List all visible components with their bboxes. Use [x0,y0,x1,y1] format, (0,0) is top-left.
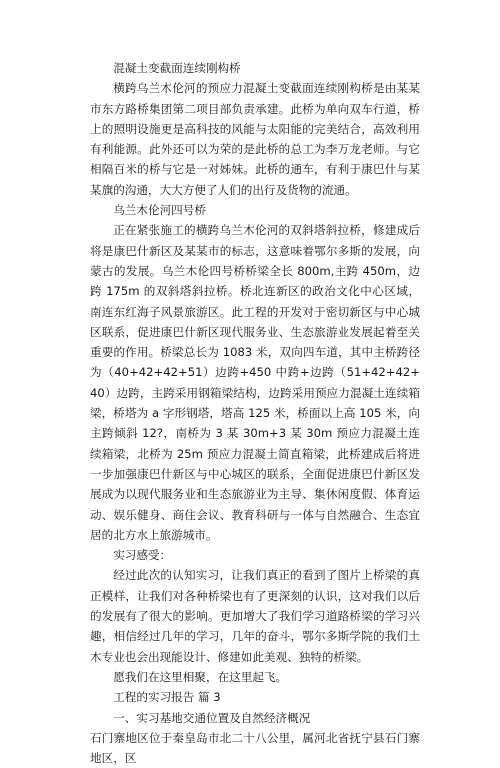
section-heading-location: 一、实习基地交通位置及自然经济概况 [113,710,311,725]
section-heading-bridge-2: 乌兰木伦河四号桥 [113,203,206,218]
report-title: 工程的实习报告 篇 3 [113,690,221,705]
paragraph-impressions: 经过此次的认知实习，让我们真正的看到了图片上桥梁的真正模样，让我们对各种桥梁也有了更深刻的认识，这对我们以后的发展有了很大的影响。更加增大了我们学习道路桥梁的学习兴趣，相信经过几年的学习，几年的奋斗，鄂尔多斯学院的我们土木专业也会出现能设计、修建如此美观、独特的桥梁。 [90,568,420,664]
paragraph-location: 石门寨地区位于秦皇岛市北二十八公里，属河北省抚宁县石门寨地区，区 [90,730,420,766]
paragraph-closing: 愿我们在这里相聚，在这里起飞。 [113,669,288,684]
section-heading-bridge-1: 混凝土变截面连续刚构桥 [113,61,241,75]
paragraph-bridge-1: 横跨乌兰木伦河的预应力混凝土变截面连续刚构桥是由某某市东方路桥集团第二项目部负责承建。此桥为单向双车行道，桥上的照明设施更是高科技的风能与太阳能的完美结合，高效利用有利能源。此外还可以为荣的是此桥的总工为李万龙老师。与它相隔百米的桥与它是一对姊妹。此桥的通车，有利于康巴什与某某旗的沟通，大大方便了人们的出行及货物的流通。 [90,81,420,197]
document-body [90,58,420,768]
section-heading-impressions: 实习感受： [113,548,172,563]
paragraph-bridge-2: 正在紧张施工的横跨乌兰木伦河的双斜塔斜拉桥，修建成后将是康巴什新区及某某市的标志，这意味着鄂尔多斯的发展，向蒙古的发展。乌兰木伦四号桥桥梁全长 800m,主跨 450m，边跨 175m 的双斜塔斜拉桥。桥北连新区的政治文化中心区域，南连东红海子风景旅游区。此工程的开发对于密切新区与中心城区联系，促进康巴什新区现代服务业、生态旅游业发展起着至关重要的作用。桥梁总长为 1083 米，双向四车道，其中主桥跨径为（40+42+42+51）边跨+450 中跨+边跨（51+42+42+40）边跨，主跨采用钢箱梁结构，边跨采用预应力混凝土连续箱梁，桥塔为 a 字形钢塔，塔高 125 米，桥面以上高 105 米，向主跨倾斜 12?，南桥为 3 某 30m+3 某 30m 预应力混凝土连续箱梁，北桥为 25m 预应力混凝土简直箱梁，此桥建成后将进一步加强康巴什新区与中心城区的联系，全面促进康巴什新区发展成为以现代服务业和生态旅游业为主导、集休闲度假、体育运动、娱乐健身、商住会议、教育科研与一体与自然融合、生态宜居的北方水上旅游城市。 [90,223,420,542]
